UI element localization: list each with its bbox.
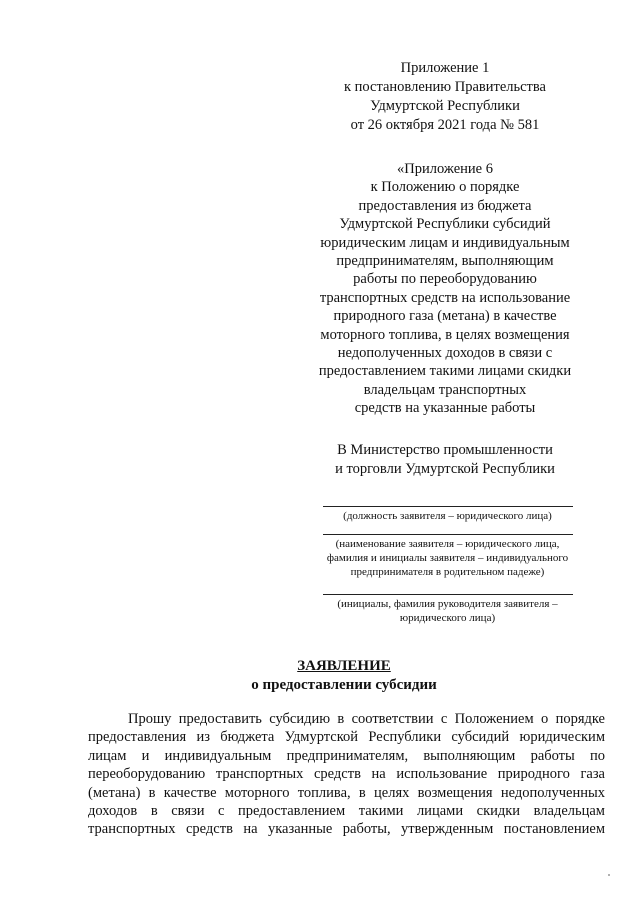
fill-in-line [323,534,573,535]
appendix-1-line: Удмуртской Республики [370,98,520,114]
document-subtitle: о предоставлении субсидии [251,677,437,693]
appendix-6-line: работы по переоборудованию [353,271,537,288]
field-caption: фамилия и инициалы заявителя – индивидуального [326,552,569,564]
field-caption: юридического лица) [399,612,496,624]
appendix-6-line: моторного топлива, в целях возмещения [320,326,570,343]
field-caption: (должность заявителя – юридического лица) [343,510,552,522]
applicant-position-field[interactable] [315,506,580,523]
appendix-6-line: предоставления из бюджета [358,197,532,214]
fill-in-line [323,506,573,507]
body-line: транспортных средств на указанные работы, утвержденным постановлением [88,821,605,838]
body-line: лицам и индивидуальным предпринимателям, выполняющим работы по [88,747,605,764]
body-line: Прошу предоставить субсидию в соответствии с Положением о порядке [128,711,605,727]
appendix-6-line: предпринимателям, выполняющим [336,253,554,270]
appendix-6-line: «Приложение 6 [397,161,493,177]
appendix-1-line: от 26 октября 2021 года № 581 [350,117,540,133]
appendix-1-line: к постановлению Правительства [344,79,546,95]
appendix-1-line: Приложение 1 [400,60,490,76]
body-line: предоставления из бюджета Удмуртской Республики субсидий юридическим [88,729,605,746]
appendix-6-line: к Положению о порядке [370,179,520,196]
fill-in-line [323,594,573,595]
appendix-6-line: недополученных доходов в связи с [337,345,553,362]
document-title: ЗАЯВЛЕНИЕ [297,658,391,674]
recipient-line: В Министерство промышленности [337,442,553,458]
field-caption: (инициалы, фамилия руководителя заявителя – [337,598,558,610]
appendix-1-header [320,59,570,135]
appendix-6-line: средств на указанные работы [354,400,536,417]
head-name-field[interactable] [315,594,580,625]
applicant-name-field[interactable] [315,534,580,579]
body-line: переоборудованию транспортных средств на использование природного газа [88,766,605,783]
appendix-6-line: юридическим лицам и индивидуальным [320,234,570,251]
body-line: (метана) в качестве моторного топлива, в целях возмещения недополученных [88,784,605,801]
body-paragraph [88,710,605,839]
appendix-6-line: транспортных средств на использование [319,289,571,306]
appendix-6-line: Удмуртской Республики субсидий [339,216,551,233]
appendix-6-line: предоставлением такими лицами скидки [318,363,572,380]
recipient-line: и торговли Удмуртской Республики [335,461,555,477]
appendix-6-line: природного газа (метана) в качестве [333,308,557,325]
body-line: доходов в связи с предоставлением такими лицами скидки владельцам [88,803,605,820]
recipient-block [300,441,590,479]
appendix-6-line: владельцам транспортных [363,381,527,398]
field-caption: предпринимателя в родительном падеже) [350,566,545,578]
field-caption: (наименование заявителя – юридического лица, [335,538,560,550]
appendix-6-header [300,160,590,418]
scan-speck [608,874,610,876]
